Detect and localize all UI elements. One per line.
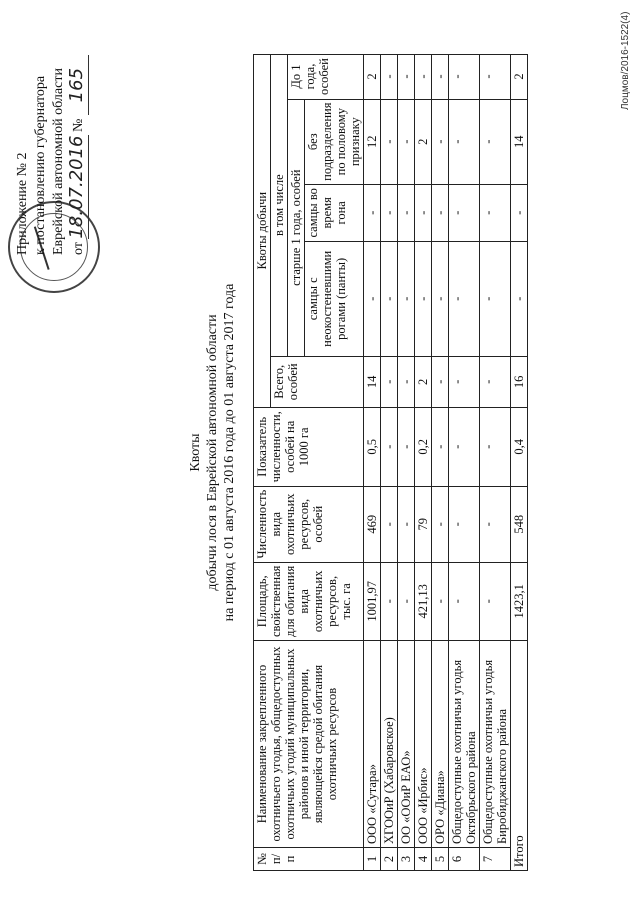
- appendix-block: [14, 0, 89, 255]
- cell-density: 0,5: [364, 407, 381, 486]
- doc-subtitle: добычи лося в Еврейской автономной области: [205, 314, 220, 591]
- appendix-date-number: [68, 0, 89, 255]
- cell-count: -: [398, 486, 415, 562]
- cell-young: -: [480, 54, 511, 99]
- cell-young: -: [449, 54, 480, 99]
- cell-rut: -: [449, 184, 480, 241]
- cell-rut: -: [381, 184, 398, 241]
- cell-nosex: -: [449, 99, 480, 184]
- cell-rut: -: [398, 184, 415, 241]
- cell-antlers: -: [415, 241, 432, 356]
- date-field: [68, 136, 89, 239]
- cell-name: Общедоступные охотничьи угодья Биробиджанского района: [480, 641, 511, 848]
- appendix-line-region: Еврейской автономной области: [51, 68, 66, 255]
- appendix-title: Приложение № 2: [15, 152, 30, 255]
- cell-name: ОО «ООиР ЕАО»: [398, 641, 415, 848]
- cell-num: 5: [432, 848, 449, 871]
- cell-area: 1001,97: [364, 562, 381, 640]
- cell-num: 6: [449, 848, 480, 871]
- cell-rut: -: [364, 184, 381, 241]
- total-antlers: -: [511, 241, 528, 356]
- cell-area: 421,13: [415, 562, 432, 640]
- cell-name: ОРО «Диана»: [432, 641, 449, 848]
- cell-nosex: -: [381, 99, 398, 184]
- cell-area: -: [432, 562, 449, 640]
- cell-num: 4: [415, 848, 432, 871]
- total-count: 548: [511, 486, 528, 562]
- header-row-1: [254, 54, 271, 870]
- header-total: Всего, особей: [271, 356, 364, 407]
- header-area: Площадь, свойственная для обитания вида охотничьих ресурсов, тыс. га: [254, 562, 364, 640]
- header-nosex: без подразделения по половому признаку: [305, 99, 364, 184]
- cell-name: ООО «Ирбис»: [415, 641, 432, 848]
- cell-young: -: [415, 54, 432, 99]
- cell-rut: -: [480, 184, 511, 241]
- cell-density: -: [432, 407, 449, 486]
- cell-density: -: [398, 407, 415, 486]
- total-rut: -: [511, 184, 528, 241]
- table-row: [398, 54, 415, 870]
- doc-period: на период с 01 августа 2016 года до 01 августа 2017 года: [222, 283, 237, 622]
- cell-density: -: [480, 407, 511, 486]
- cell-antlers: -: [364, 241, 381, 356]
- cell-nosex: -: [398, 99, 415, 184]
- cell-count: -: [381, 486, 398, 562]
- header-density: Показатель численности, особей на 1000 га: [254, 407, 364, 486]
- cell-rut: -: [432, 184, 449, 241]
- cell-nosex: -: [432, 99, 449, 184]
- cell-total: 2: [415, 356, 432, 407]
- cell-young: -: [381, 54, 398, 99]
- cell-total: -: [432, 356, 449, 407]
- cell-count: -: [449, 486, 480, 562]
- cell-rut: -: [415, 184, 432, 241]
- table-row: [480, 54, 511, 870]
- appendix-line-decree: к постановлению губернатора: [33, 75, 48, 255]
- cell-area: -: [449, 562, 480, 640]
- table-row: [381, 54, 398, 870]
- header-name: Наименование закрепленного охотничьего угодья, общедоступных охотничьих угодий муниципальных районов и иной территории, являющейся средой обитания охотничьих ресурсов: [254, 641, 364, 848]
- cell-antlers: -: [398, 241, 415, 356]
- table-row: [449, 54, 480, 870]
- cell-area: -: [398, 562, 415, 640]
- cell-young: -: [432, 54, 449, 99]
- cell-young: -: [398, 54, 415, 99]
- cell-num: 2: [381, 848, 398, 871]
- date-value: 18.07.2016: [66, 135, 87, 239]
- header-rut: самцы во время гона: [305, 184, 364, 241]
- cell-density: -: [449, 407, 480, 486]
- cell-count: -: [480, 486, 511, 562]
- cell-total: -: [398, 356, 415, 407]
- header-count: Численность вида охотничьих ресурсов, особей: [254, 486, 364, 562]
- cell-density: 0,2: [415, 407, 432, 486]
- header-quota-group: Квоты добычи: [254, 54, 271, 407]
- table-row: [364, 54, 381, 870]
- header-num: № п/п: [254, 848, 364, 871]
- cell-nosex: 2: [415, 99, 432, 184]
- cell-antlers: -: [449, 241, 480, 356]
- cell-area: -: [480, 562, 511, 640]
- cell-name: ООО «Сутара»: [364, 641, 381, 848]
- cell-name: ХГООиР (Хабаровское): [381, 641, 398, 848]
- number-field: [68, 55, 89, 115]
- header-antlers: самцы с неокостеневшими рогами (панты): [305, 241, 364, 356]
- number-label: №: [71, 118, 86, 132]
- cell-total: -: [449, 356, 480, 407]
- cell-young: 2: [364, 54, 381, 99]
- cell-nosex: 12: [364, 99, 381, 184]
- cell-count: 79: [415, 486, 432, 562]
- quota-table: [253, 54, 528, 871]
- number-value: 165: [66, 67, 87, 103]
- cell-count: -: [432, 486, 449, 562]
- total-young: 2: [511, 54, 528, 99]
- cell-antlers: -: [381, 241, 398, 356]
- footer-code: Лоцмов/2016-1522(4): [620, 11, 631, 110]
- header-incl: в том числе: [271, 54, 288, 356]
- cell-num: 7: [480, 848, 511, 871]
- total-total: 16: [511, 356, 528, 407]
- table-row: [415, 54, 432, 870]
- cell-area: -: [381, 562, 398, 640]
- doc-title: Квоты: [188, 433, 203, 472]
- total-density: 0,4: [511, 407, 528, 486]
- total-area: 1423,1: [511, 562, 528, 640]
- date-prefix: от: [71, 242, 86, 255]
- cell-num: 1: [364, 848, 381, 871]
- cell-total: 14: [364, 356, 381, 407]
- total-row: [511, 54, 528, 870]
- total-nosex: 14: [511, 99, 528, 184]
- header-young: До 1 года, особей: [288, 54, 364, 99]
- cell-antlers: -: [432, 241, 449, 356]
- cell-count: 469: [364, 486, 381, 562]
- table-row: [432, 54, 449, 870]
- cell-density: -: [381, 407, 398, 486]
- cell-nosex: -: [480, 99, 511, 184]
- cell-num: 3: [398, 848, 415, 871]
- cell-total: -: [381, 356, 398, 407]
- cell-antlers: -: [480, 241, 511, 356]
- cell-total: -: [480, 356, 511, 407]
- cell-name: Общедоступные охотничьи угодья Октябрьского района: [449, 641, 480, 848]
- total-label: Итого: [511, 641, 528, 871]
- header-older: старше 1 года, особей: [288, 99, 305, 356]
